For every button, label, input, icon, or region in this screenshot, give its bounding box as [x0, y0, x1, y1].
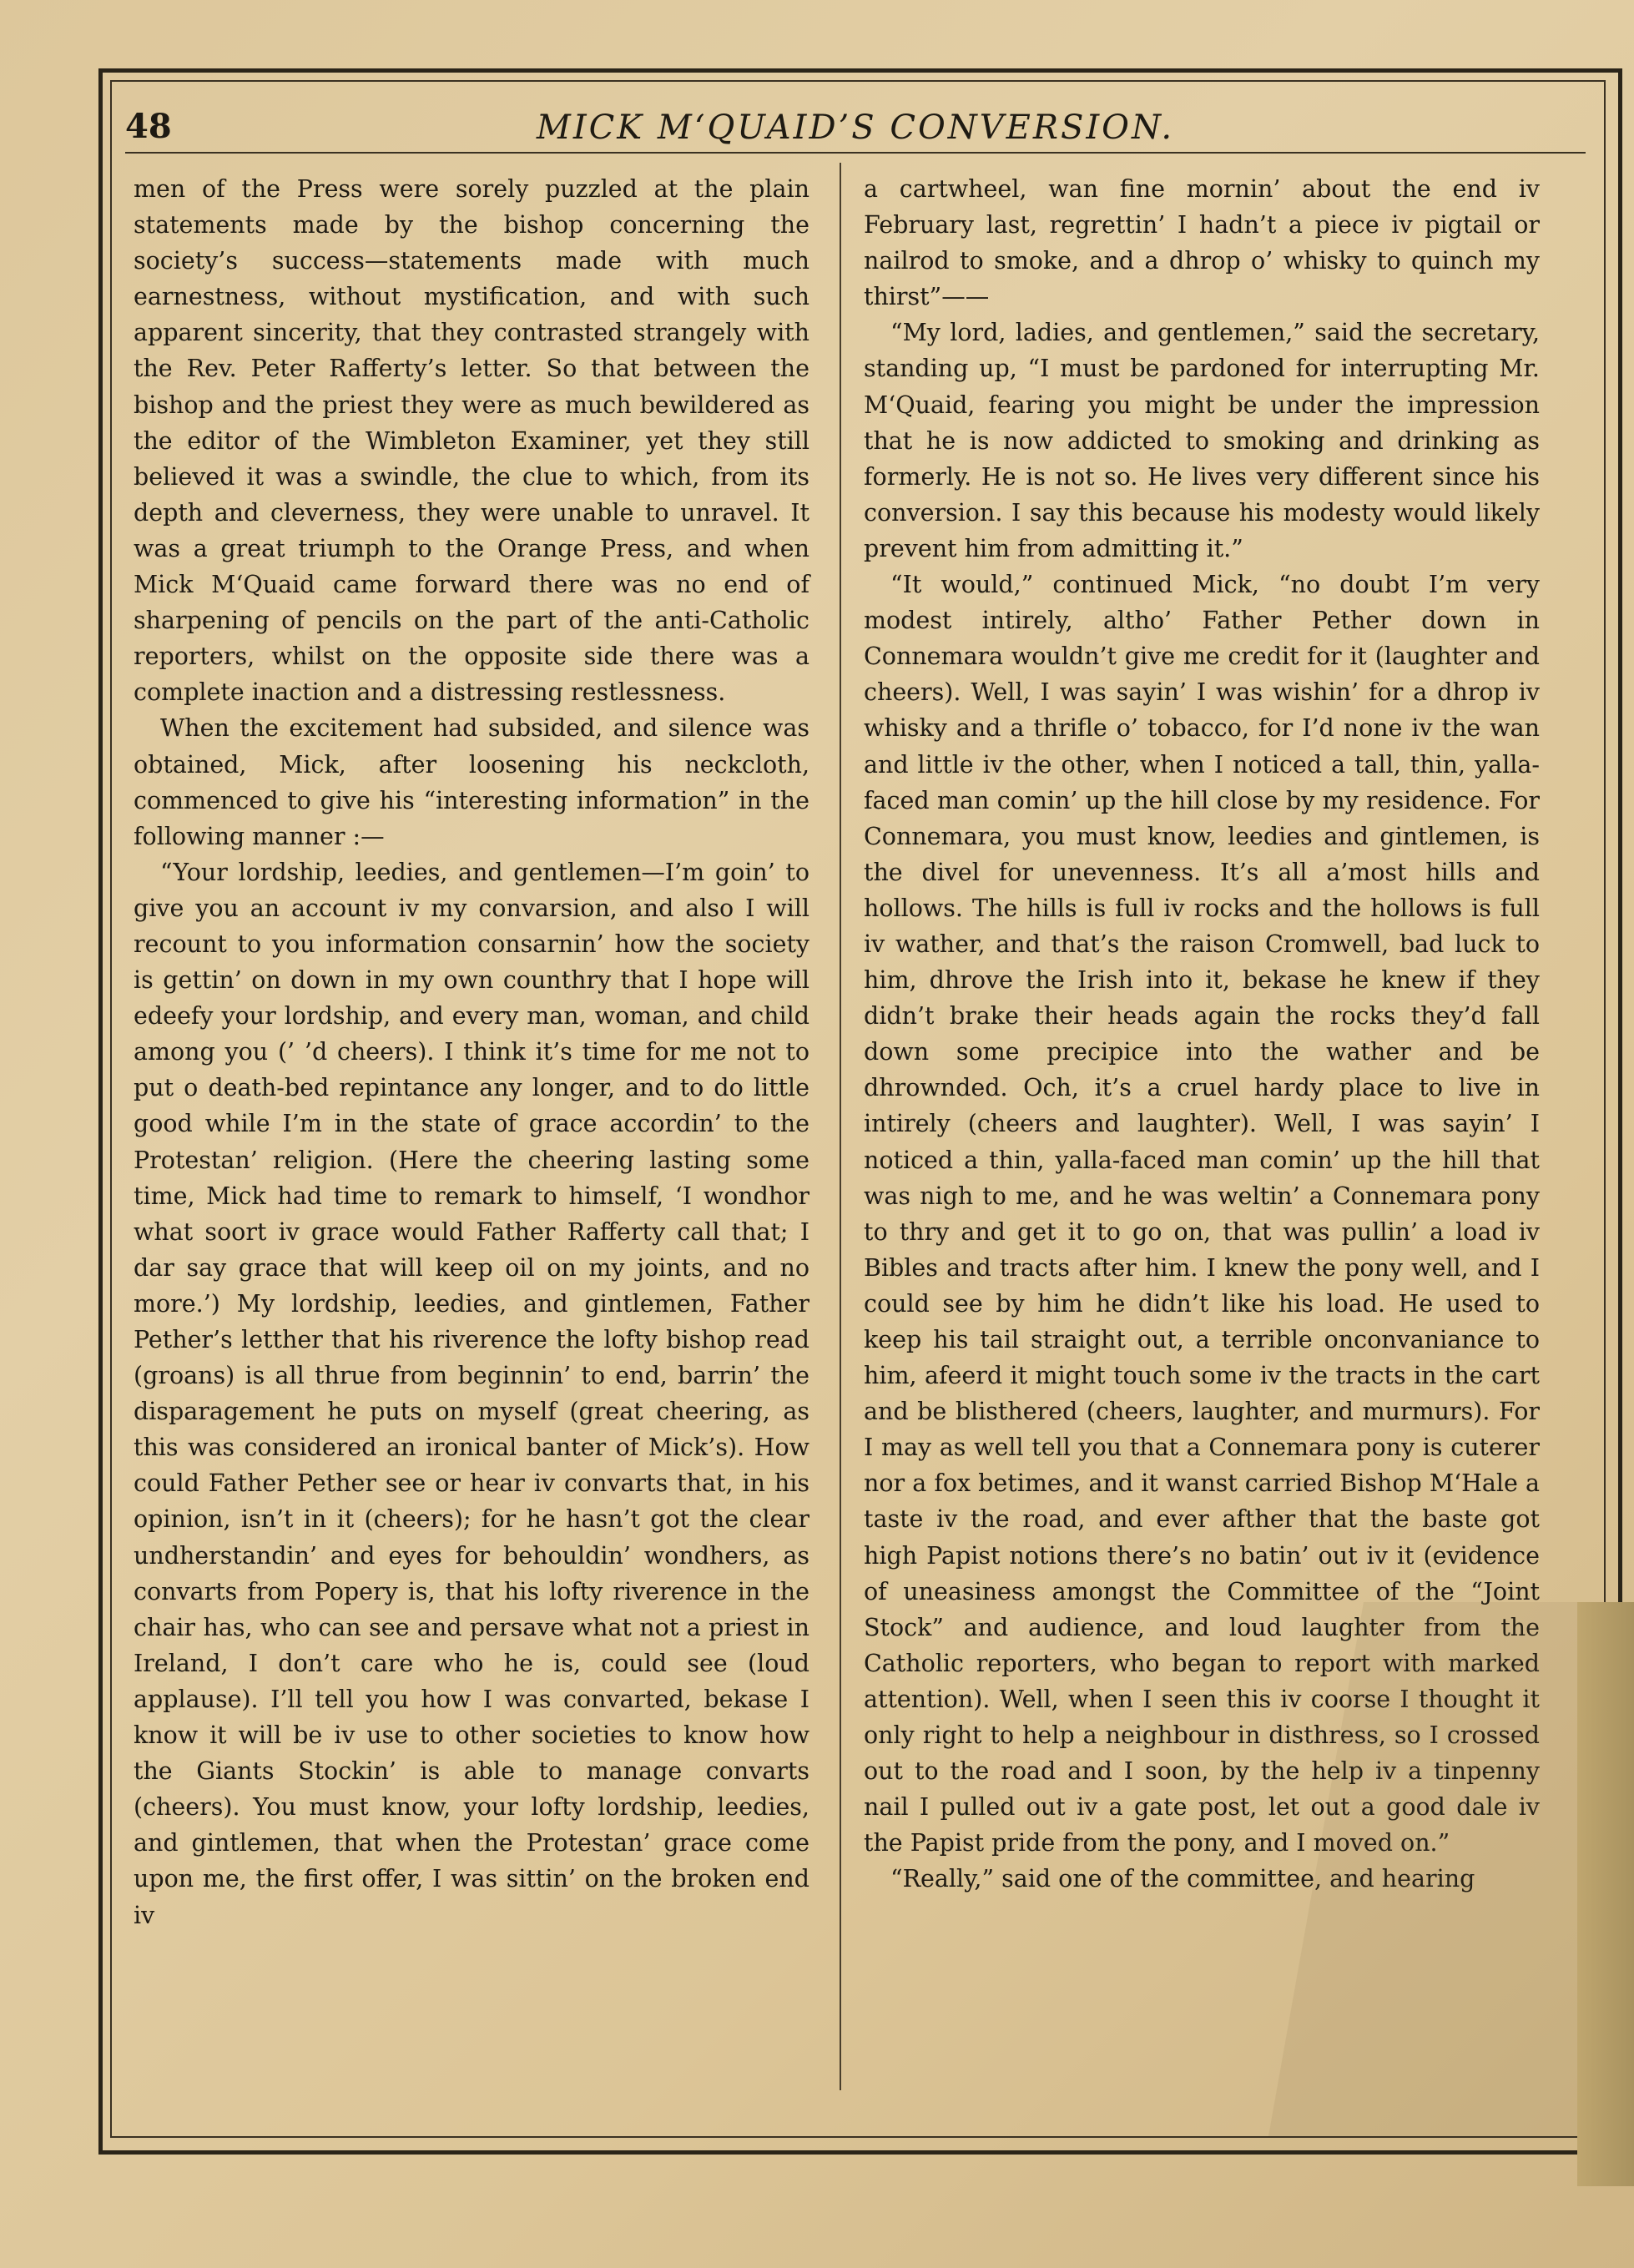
page-number: 48	[125, 107, 172, 146]
right-paragraph-3: “It would,” continued Mick, “no doubt I’m very modest intirely, altho’ Father Pether down in Connemara wouldn’t give me credit for it (laughter and cheers). Well, I was sayin’ I was wishin’ for a dhrop iv whisky and a thrifle o’ tobacco, for I’d none iv the wan and little iv the other, when I noticed a tall, thin, yalla-faced man comin’ up the hill close by my residence. For Connemara, you must know, leedies and gintlemen, is the divel for unevenness. It’s all a’most hills and hollows. The hills is full iv rocks and the hollows is full iv wather, and that’s the raison Cromwell, bad luck to him, dhrove the Irish into it, bekase he knew if they didn’t brake their heads again the rocks they’d fall down some precipice into the wather and be dhrownded. Och, it’s a cruel hardy place to live in intirely (cheers and laughter). Well, I was sayin’ I noticed a thin, yalla-faced man comin’ up the hill that was nigh to me, and he was weltin’ a Connemara pony to thry and get it to go on, that was pullin’ a load iv Bibles and tracts after him. I knew the pony well, and I could see by him he didn’t like his load. He used to keep his tail straight out, a terrible onconvaniance to him, afeerd it might touch some iv the tracts in the cart and be blisthered (cheers, laughter, and murmurs). For I may as well tell you that a Connemara pony is cuterer nor a fox betimes, and it wanst carried Bishop M‘Hale a taste iv the road, and ever afther that the baste got high Papist notions there’s no batin’ out iv it (evidence of uneasiness amongst the Committee of the “Joint Stock” and audience, and loud laughter from the Catholic reporters, who began to report with marked attention). Well, when I seen this iv coorse I thought it only right to help a neighbour in disthress, so I crossed out to the road and I soon, by the help iv a tinpenny nail I pulled out iv a gate post, let out a good dale iv the Papist pride from the pony, and I moved on.”	[864, 571, 1540, 1857]
left-paragraph-3: “Your lordship, leedies, and gentlemen—I’m goin’ to give you an account iv my convarsion, and also I will recount to you information consarnin’ how the society is gettin’ on down in my own counthry that I hope will edeefy your lordship, and every man, woman, and child among you (’ ’d cheers). I think it’s time for me not to put o death-bed repintance any longer, and to do little good while I’m in the state of grace accordin’ to the Protestan’ religion. (Here the cheering lasting some time, Mick had time to remark to himself, ‘I wondhor what soort iv grace would Father Rafferty call that; I dar say grace that will keep oil on my joints, and no more.’) My lordship, leedies, and gintlemen, Father Pether’s letther that his riverence the lofty bishop read (groans) is all thrue from beginnin’ to end, barrin’ the disparagement he puts on myself (great cheering, as this was considered an ironical banter of Mick’s). How could Father Pether see or hear iv convarts that, in his opinion, isn’t in it (cheers); for he hasn’t got the clear undherstandin’ and eyes for behouldin’ wondhers, as convarts from Popery is, that his lofty riverence in the chair has, who can see and persave what not a priest in Ireland, I don’t care who he is, could see (loud applause). I’ll tell you how I was convarted, bekase I know it will be iv use to other societies to know how the Giants Stockin’ is able to manage convarts (cheers). You must know, your lofty lordship, leedies, and gintlemen, that when the Protestan’ grace come upon me, the first offer, I was sittin’ on the broken end iv	[134, 858, 809, 1929]
running-header	[117, 100, 1594, 150]
right-paragraph-2: “My lord, ladies, and gentlemen,” said the secretary, standing up, “I must be pardoned for interrupting Mr. M‘Quaid, fearing you might be under the impression that he is now addicted to smoking and drinking as formerly. He is not so. He lives very different since his conversion. I say this because his modesty would likely prevent him from admitting it.”	[864, 319, 1540, 562]
page-edge-damage	[1577, 1602, 1634, 2186]
column-divider	[840, 163, 841, 2090]
right-paragraph-4: “Really,” said one of the committee, and hearing	[890, 1865, 1475, 1893]
left-column	[134, 171, 809, 1933]
left-paragraph-2: When the excitement had subsided, and silence was obtained, Mick, after loosening his neckcloth, commenced to give his “interesting information” in the following manner :—	[134, 714, 809, 850]
right-paragraph-1: a cartwheel, wan fine mornin’ about the end iv February last, regrettin’ I hadn’t a piece iv pigtail or nailrod to smoke, and a dhrop o’ whisky to quinch my thirst”——	[864, 175, 1540, 311]
left-paragraph-1: men of the Press were sorely puzzled at the plain statements made by the bishop concerning the society’s success—statements made with much earnestness, without mystification, and with such apparent sincerity, that they contrasted strangely with the Rev. Peter Rafferty’s letter. So that between the bishop and the priest they were as much bewildered as the editor of the Wimbleton Examiner, yet they still believed it was a swindle, the clue to which, from its depth and cleverness, they were unable to unravel. It was a great triumph to the Orange Press, and when Mick M‘Quaid came forward there was no end of sharpening of pencils on the part of the anti-Catholic reporters, whilst on the opposite side there was a complete inaction and a distressing restlessness.	[134, 175, 809, 707]
running-title: MICK M‘QUAID’S CONVERSION.	[536, 108, 1175, 147]
header-rule	[125, 152, 1586, 154]
